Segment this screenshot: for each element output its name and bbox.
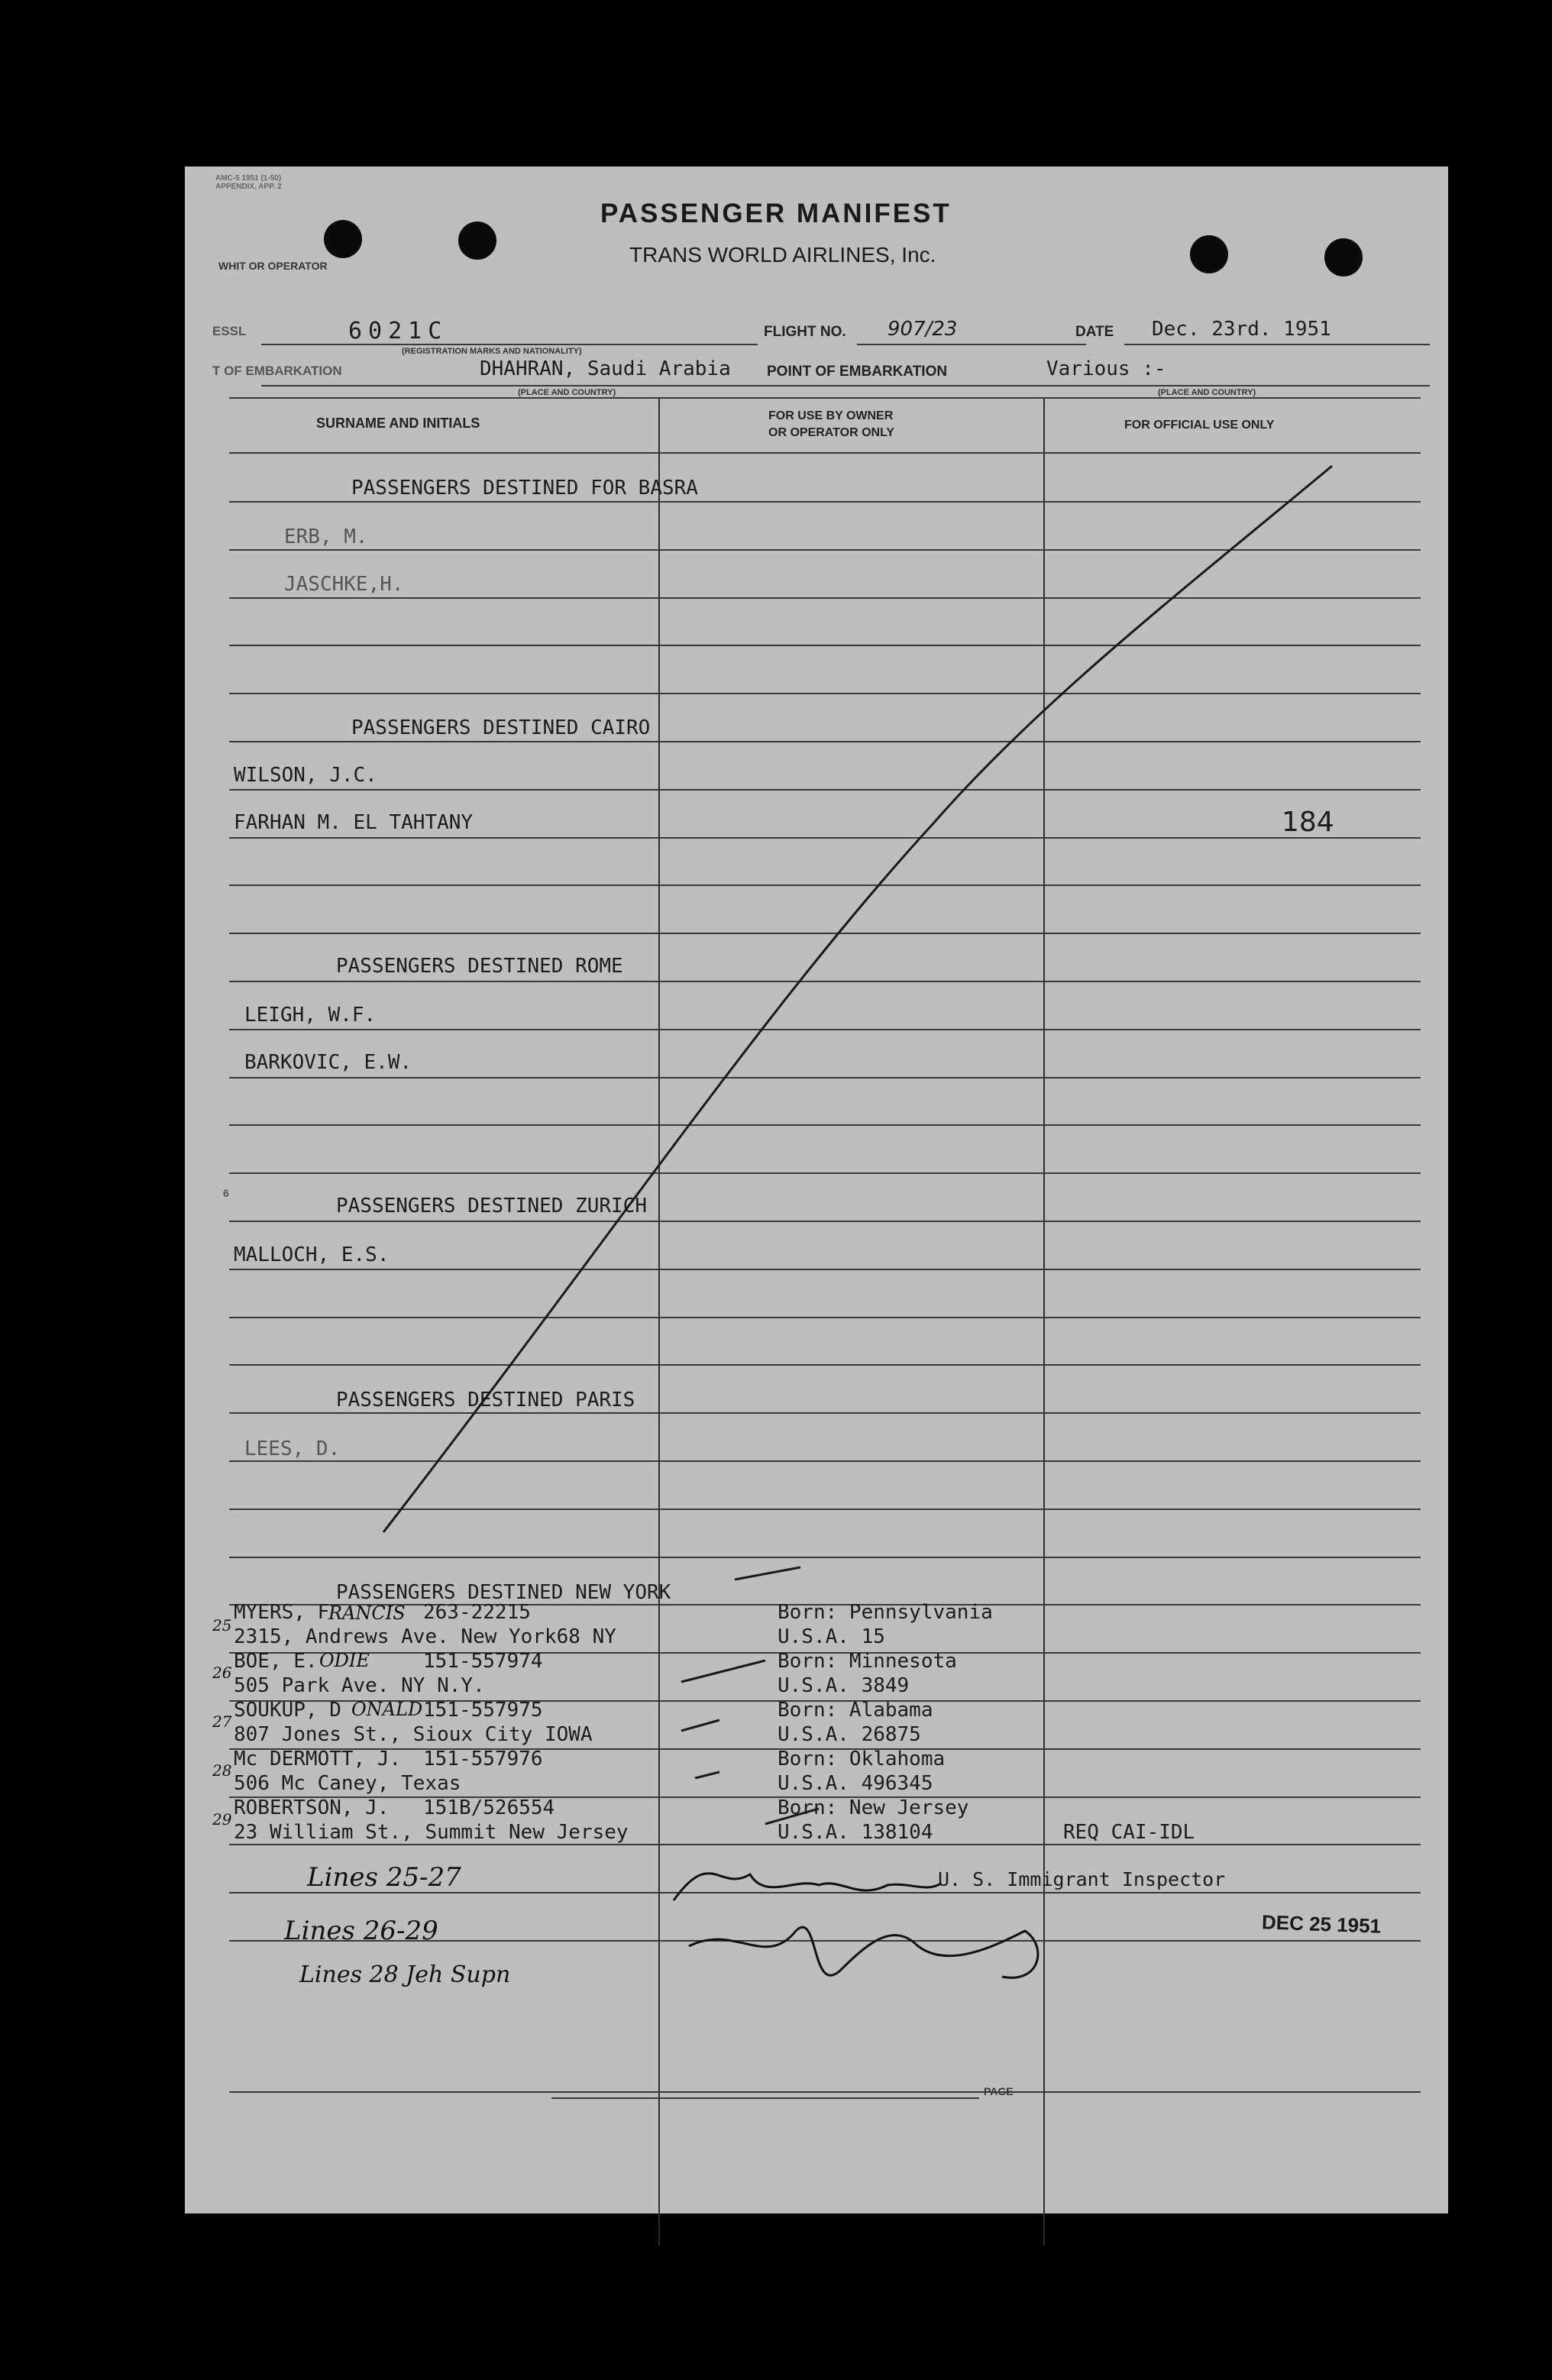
birthplace: Born: Pennsylvania — [778, 1601, 993, 1624]
line-number: 26 — [212, 1664, 232, 1682]
flight-number: 907/23 — [888, 318, 958, 341]
line-number: 29 — [212, 1810, 232, 1829]
passport-number: 151-557976 — [423, 1748, 543, 1770]
registration-note: (REGISTRATION MARKS AND NATIONALITY) — [402, 347, 582, 356]
date-label: DATE — [1075, 324, 1114, 340]
received-date-stamp: DEC 25 1951 — [1261, 1910, 1382, 1938]
passenger-basra-2: JASCHKE,H. — [284, 573, 404, 596]
check-strike-5 — [765, 1809, 819, 1824]
inspector-title: U. S. Immigrant Inspector — [938, 1868, 1226, 1890]
handwritten-lines-2: Lines 26-29 — [284, 1916, 438, 1946]
check-strike-4 — [695, 1772, 719, 1778]
birthplace: Born: New Jersey — [778, 1796, 969, 1819]
check-strike-3 — [681, 1720, 719, 1731]
handwritten-name: ONALD — [351, 1699, 423, 1720]
footer-rule — [229, 2091, 1421, 2093]
point-value: Various :- — [1046, 357, 1166, 380]
inspector-signature-2 — [689, 1927, 1038, 1977]
passenger-name: SOUKUP, D — [234, 1699, 341, 1722]
req-note: REQ CAI-IDL — [1063, 1821, 1195, 1844]
aircraft-label: ESSL — [212, 324, 247, 338]
line-number: 28 — [212, 1761, 232, 1780]
flight-date: Dec. 23rd. 1951 — [1152, 318, 1331, 341]
point-label: POINT OF EMBARKATION — [767, 364, 948, 380]
citizenship: U.S.A. 138104 — [778, 1821, 933, 1844]
airline-name: TRANS WORLD AIRLINES, Inc. — [629, 243, 936, 267]
passenger-name: MYERS, F — [234, 1601, 330, 1624]
passenger-paris-1: LEES, D. — [244, 1437, 341, 1460]
passenger-zurich-1: MALLOCH, E.S. — [234, 1243, 390, 1266]
citizenship: U.S.A. 496345 — [778, 1772, 933, 1795]
section-new-york: PASSENGERS DESTINED NEW YORK — [336, 1581, 671, 1604]
handwritten-lines-1: Lines 25-27 — [307, 1862, 461, 1893]
signature-graphics — [185, 167, 1448, 2213]
place-note-right: (PLACE AND COUNTRY) — [1158, 388, 1256, 397]
address: 506 Mc Caney, Texas — [234, 1772, 461, 1795]
address: 505 Park Ave. NY N.Y. — [234, 1674, 485, 1697]
check-strike-2 — [681, 1661, 765, 1682]
passenger-rome-1: LEIGH, W.F. — [244, 1004, 377, 1027]
passenger-rome-2: BARKOVIC, E.W. — [244, 1051, 412, 1074]
embarkation-label: T OF EMBARKATION — [212, 364, 342, 378]
place-note-left: (PLACE AND COUNTRY) — [518, 388, 616, 397]
passenger-cairo-1: WILSON, J.C. — [234, 764, 377, 787]
form-code: AMC-5 1951 (1-50) APPENDIX, APP. 2 — [215, 174, 282, 191]
citizenship: U.S.A. 26875 — [778, 1723, 921, 1746]
col-official: FOR OFFICIAL USE ONLY — [1124, 419, 1275, 432]
embarkation-place: DHAHRAN, Saudi Arabia — [480, 357, 731, 380]
cancellation-stroke — [383, 466, 1332, 1532]
birthplace: Born: Oklahoma — [778, 1748, 946, 1770]
passenger-name: Mc DERMOTT, J. — [234, 1748, 402, 1770]
address: 23 William St., Summit New Jersey — [234, 1821, 629, 1844]
section-zurich: PASSENGERS DESTINED ZURICH — [336, 1195, 647, 1217]
col-owner-2: OR OPERATOR ONLY — [768, 426, 895, 439]
line-number: 25 — [212, 1616, 232, 1635]
col-owner-1: FOR USE BY OWNER — [768, 409, 894, 422]
manifest-title: PASSENGER MANIFEST — [600, 199, 952, 228]
section-paris: PASSENGERS DESTINED PARIS — [336, 1389, 635, 1412]
flight-label: FLIGHT NO. — [764, 324, 846, 340]
check-strike-1 — [735, 1567, 800, 1580]
address: 2315, Andrews Ave. New York68 NY — [234, 1625, 616, 1648]
birthplace: Born: Minnesota — [778, 1650, 957, 1673]
line-number: 27 — [212, 1712, 232, 1731]
citizenship: U.S.A. 3849 — [778, 1674, 910, 1697]
section-cairo: PASSENGERS DESTINED CAIRO — [351, 716, 651, 739]
citizenship: U.S.A. 15 — [778, 1625, 885, 1648]
birthplace: Born: Alabama — [778, 1699, 933, 1722]
handwritten-lines-3: Lines 28 Jeh Supn — [299, 1961, 511, 1988]
owner-label: WHIT OR OPERATOR — [218, 260, 328, 272]
inspector-signature-1 — [674, 1874, 941, 1900]
page-underline — [551, 2097, 979, 2099]
handwritten-name: RANCIS — [328, 1602, 406, 1624]
passport-number: 151-557974 — [423, 1650, 543, 1673]
passenger-name: BOE, E. — [234, 1650, 318, 1673]
passenger-cairo-2: FARHAN M. EL TAHTANY — [234, 811, 474, 834]
manifest-sheet — [185, 167, 1448, 2213]
passenger-name: ROBERTSON, J. — [234, 1796, 390, 1819]
page-label: PAGE — [984, 2085, 1014, 2097]
passport-number: 151B/526554 — [423, 1796, 555, 1819]
section-basra: PASSENGERS DESTINED FOR BASRA — [351, 477, 698, 500]
official-mark: 184 — [1282, 807, 1334, 838]
handwritten-name: ODIE — [319, 1650, 370, 1671]
aircraft-registration: 6021C — [348, 318, 448, 344]
margin-number-6: 6 — [223, 1187, 229, 1199]
passenger-basra-1: ERB, M. — [284, 525, 368, 548]
passport-number: 151-557975 — [423, 1699, 543, 1722]
passport-number: 263-22215 — [423, 1601, 531, 1624]
section-rome: PASSENGERS DESTINED ROME — [336, 955, 623, 978]
col-surname: SURNAME AND INITIALS — [316, 416, 480, 431]
address: 807 Jones St., Sioux City IOWA — [234, 1723, 593, 1746]
